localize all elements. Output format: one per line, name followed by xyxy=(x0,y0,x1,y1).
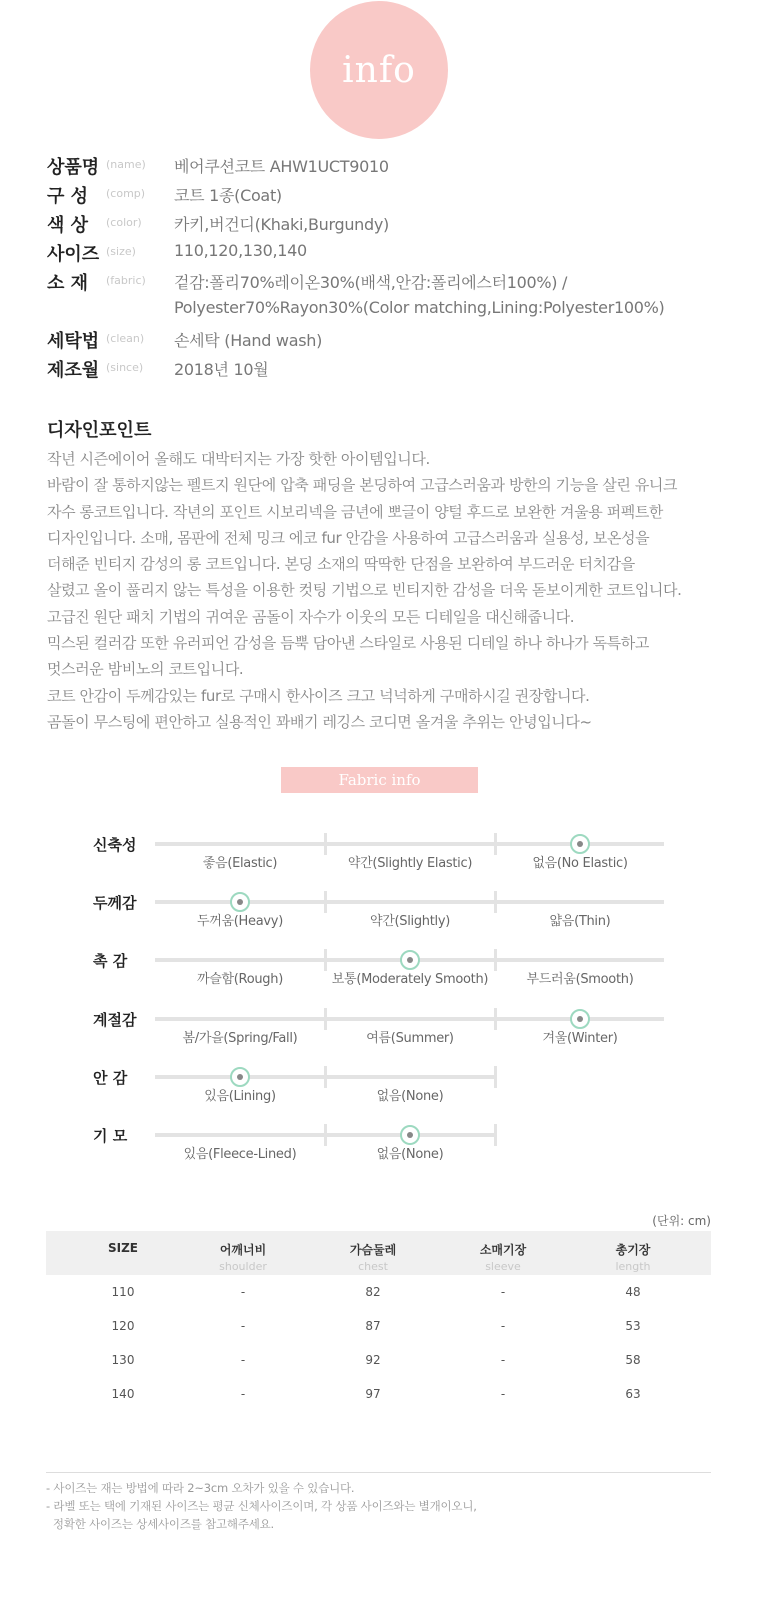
table-row xyxy=(46,1309,711,1343)
fabric-option-label: 좋음(Elastic) xyxy=(202,856,278,871)
table-cell: 82 xyxy=(365,1285,381,1299)
spec-value-cont: Polyester70%Rayon30%(Color matching,Lining:Polyester100%) xyxy=(174,298,665,317)
spec-value: 카키,버건디(Khaki,Burgundy) xyxy=(174,215,389,234)
description-line: 멋스러운 밤비노의 코트입니다. xyxy=(47,660,244,679)
fabric-info-banner: Fabric info xyxy=(281,767,478,793)
fabric-label: 기 모 xyxy=(93,1127,128,1145)
table-cell: 87 xyxy=(365,1319,381,1333)
fabric-selected-marker xyxy=(400,1125,420,1145)
spec-label: 상품명 xyxy=(47,157,100,178)
table-cell: - xyxy=(500,1319,506,1333)
design-description xyxy=(47,446,767,735)
fabric-row xyxy=(0,1069,780,1119)
fabric-selected-marker xyxy=(230,892,250,912)
fabric-option-label: 겨울(Winter) xyxy=(542,1031,618,1046)
spec-label: 소 재 xyxy=(47,273,89,294)
table-cell: 140 xyxy=(111,1387,135,1401)
fabric-option-label: 약간(Slightly) xyxy=(369,914,451,929)
spec-sub-label: (clean) xyxy=(106,332,145,345)
fabric-selected-marker xyxy=(400,950,420,970)
fabric-option-label: 까슬함(Rough) xyxy=(197,972,283,987)
size-table-header-cell xyxy=(568,1241,698,1273)
size-table-header-cell xyxy=(58,1241,188,1257)
fabric-row xyxy=(0,836,780,886)
description-line: 믹스된 컬러감 또한 유러피언 감성을 듬뿍 담아낸 스타일로 사용된 디테일 하나 하나가 독특하고 xyxy=(47,634,649,653)
header-label: 소매기장 xyxy=(479,1243,527,1257)
spec-sub-label: (color) xyxy=(106,216,142,229)
fabric-option-label: 얇음(Thin) xyxy=(549,914,611,929)
spec-value: 2018년 10월 xyxy=(174,360,269,379)
fabric-option-label: 보통(Moderately Smooth) xyxy=(331,972,489,987)
note-line: - 라벨 또는 택에 기재된 사이즈는 평균 신체사이즈이며, 각 상품 사이즈와는 별개이오니, xyxy=(46,1499,477,1513)
spec-sub-label: (comp) xyxy=(106,187,146,200)
table-cell: 97 xyxy=(365,1387,381,1401)
table-cell: - xyxy=(240,1319,246,1333)
spec-value: 110,120,130,140 xyxy=(174,241,307,260)
spec-value: 코트 1종(Coat) xyxy=(174,186,282,205)
table-cell: - xyxy=(500,1353,506,1367)
description-line: 살렸고 올이 풀리지 않는 특성을 이용한 컷팅 기법으로 빈티지한 감성을 더욱 돋보이게한 코트입니다. xyxy=(47,581,682,600)
info-badge: info xyxy=(310,1,448,139)
fabric-row xyxy=(0,1011,780,1061)
header-label: 가슴둘레 xyxy=(349,1243,397,1257)
description-line: 고급진 원단 패치 기법의 귀여운 곰돌이 자수가 이웃의 모든 디테일을 대신해줍니다. xyxy=(47,607,575,626)
fabric-label: 신축성 xyxy=(93,836,137,854)
fabric-selected-marker xyxy=(570,834,590,854)
fabric-option-label: 부드러움(Smooth) xyxy=(526,972,634,987)
spec-label: 제조월 xyxy=(47,360,100,381)
spec-row xyxy=(47,240,747,266)
fabric-label: 안 감 xyxy=(93,1069,128,1087)
fabric-row xyxy=(0,1127,780,1177)
fabric-option-label: 약간(Slightly Elastic) xyxy=(347,856,473,871)
fabric-label: 계절감 xyxy=(93,1011,137,1029)
table-cell: 120 xyxy=(111,1319,135,1333)
table-cell: - xyxy=(500,1285,506,1299)
description-line: 작년 시즌에이어 올해도 대박터지는 가장 핫한 아이템입니다. xyxy=(47,450,430,468)
spec-label: 구 성 xyxy=(47,186,89,207)
table-cell: 53 xyxy=(625,1319,641,1333)
table-cell: 63 xyxy=(625,1387,641,1401)
table-cell: - xyxy=(240,1353,246,1367)
spec-value: 베어쿠션코트 AHW1UCT9010 xyxy=(174,157,389,176)
fabric-row xyxy=(0,952,780,1002)
note-line: 정확한 사이즈는 상세사이즈를 참고해주세요. xyxy=(46,1517,275,1531)
spec-value: 손세탁 (Hand wash) xyxy=(174,331,323,350)
table-cell: 130 xyxy=(111,1353,135,1367)
table-row xyxy=(46,1343,711,1377)
spec-row xyxy=(47,182,747,208)
description-line: 코트 안감이 두께감있는 fur로 구매시 한사이즈 크고 넉넉하게 구매하시길 권장합니다. xyxy=(47,686,590,705)
fabric-selected-marker xyxy=(230,1067,250,1087)
fabric-option-label: 없음(None) xyxy=(376,1089,444,1104)
header-sub-label: shoulder xyxy=(219,1260,267,1273)
header-label: SIZE xyxy=(107,1241,138,1255)
spec-label: 색 상 xyxy=(47,215,89,236)
spec-row xyxy=(47,153,747,179)
header-label: 총기장 xyxy=(615,1243,651,1257)
size-table xyxy=(46,1231,711,1411)
table-cell: 48 xyxy=(625,1285,641,1299)
size-table-header-cell xyxy=(178,1241,308,1273)
header-sub-label: length xyxy=(615,1260,651,1273)
description-line: 더해준 빈티지 감성의 롱 코트입니다. 본딩 소재의 딱딱한 단점을 보완하여 부드러운 터치감을 xyxy=(47,555,635,574)
header-sub-label: chest xyxy=(358,1260,388,1273)
fabric-row xyxy=(0,894,780,944)
design-point-title: 디자인포인트 xyxy=(47,420,152,441)
spec-sub-label: (name) xyxy=(106,158,146,171)
fabric-selected-marker xyxy=(570,1009,590,1029)
fabric-option-label: 여름(Summer) xyxy=(366,1031,454,1046)
spec-sub-label: (fabric) xyxy=(106,274,146,287)
description-line: 디자인입니다. 소매, 몸판에 전체 밍크 에코 fur 안감을 사용하여 고급스러움과 실용성, 보온성을 xyxy=(47,528,650,547)
description-line: 곰돌이 무스팅에 편안하고 실용적인 꽈배기 레깅스 코디면 올겨울 추위는 안녕입니다~ xyxy=(47,712,592,731)
spec-row xyxy=(47,211,747,237)
table-cell: 92 xyxy=(365,1353,381,1367)
fabric-label: 두께감 xyxy=(93,894,137,912)
notes-divider xyxy=(46,1472,711,1473)
fabric-option-label: 있음(Fleece-Lined) xyxy=(183,1147,297,1162)
spec-value: 겉감:폴리70%레이온30%(배색,안감:폴리에스터100%) / xyxy=(174,273,568,292)
size-table-header xyxy=(46,1231,711,1275)
fabric-option-label: 두꺼움(Heavy) xyxy=(197,914,283,929)
note-line: - 사이즈는 재는 방법에 따라 2~3cm 오차가 있을 수 있습니다. xyxy=(46,1481,355,1495)
spec-sub-label: (since) xyxy=(106,361,144,374)
fabric-option-label: 있음(Lining) xyxy=(204,1089,276,1104)
table-cell: - xyxy=(240,1285,246,1299)
spec-row xyxy=(47,269,747,317)
size-unit-label: (단위: cm) xyxy=(652,1214,711,1228)
table-row xyxy=(46,1377,711,1411)
table-cell: 58 xyxy=(625,1353,641,1367)
fabric-option-label: 없음(None) xyxy=(376,1147,444,1162)
fabric-option-label: 없음(No Elastic) xyxy=(532,856,628,871)
table-cell: - xyxy=(500,1387,506,1401)
header-label: 어깨너비 xyxy=(219,1243,267,1257)
header-sub-label: sleeve xyxy=(485,1260,521,1273)
table-cell: 110 xyxy=(111,1285,135,1299)
table-row xyxy=(46,1275,711,1309)
description-line: 자수 롱코트입니다. 작년의 포인트 시보리넥을 금년에 뽀글이 양털 후드로 보완한 겨울용 퍼펙트한 xyxy=(47,502,664,521)
fabric-label: 촉 감 xyxy=(93,952,128,970)
spec-label: 사이즈 xyxy=(47,244,100,265)
description-line: 바람이 잘 통하지않는 펠트지 원단에 압축 패딩을 본딩하여 고급스러움과 방한의 기능을 살린 유니크 xyxy=(47,476,678,495)
spec-label: 세탁법 xyxy=(47,331,100,352)
fabric-option-label: 봄/가을(Spring/Fall) xyxy=(182,1031,298,1046)
size-table-header-cell xyxy=(308,1241,438,1273)
spec-sub-label: (size) xyxy=(106,245,136,258)
spec-row xyxy=(47,356,747,382)
table-cell: - xyxy=(240,1387,246,1401)
size-table-header-cell xyxy=(438,1241,568,1273)
spec-row xyxy=(47,327,747,353)
